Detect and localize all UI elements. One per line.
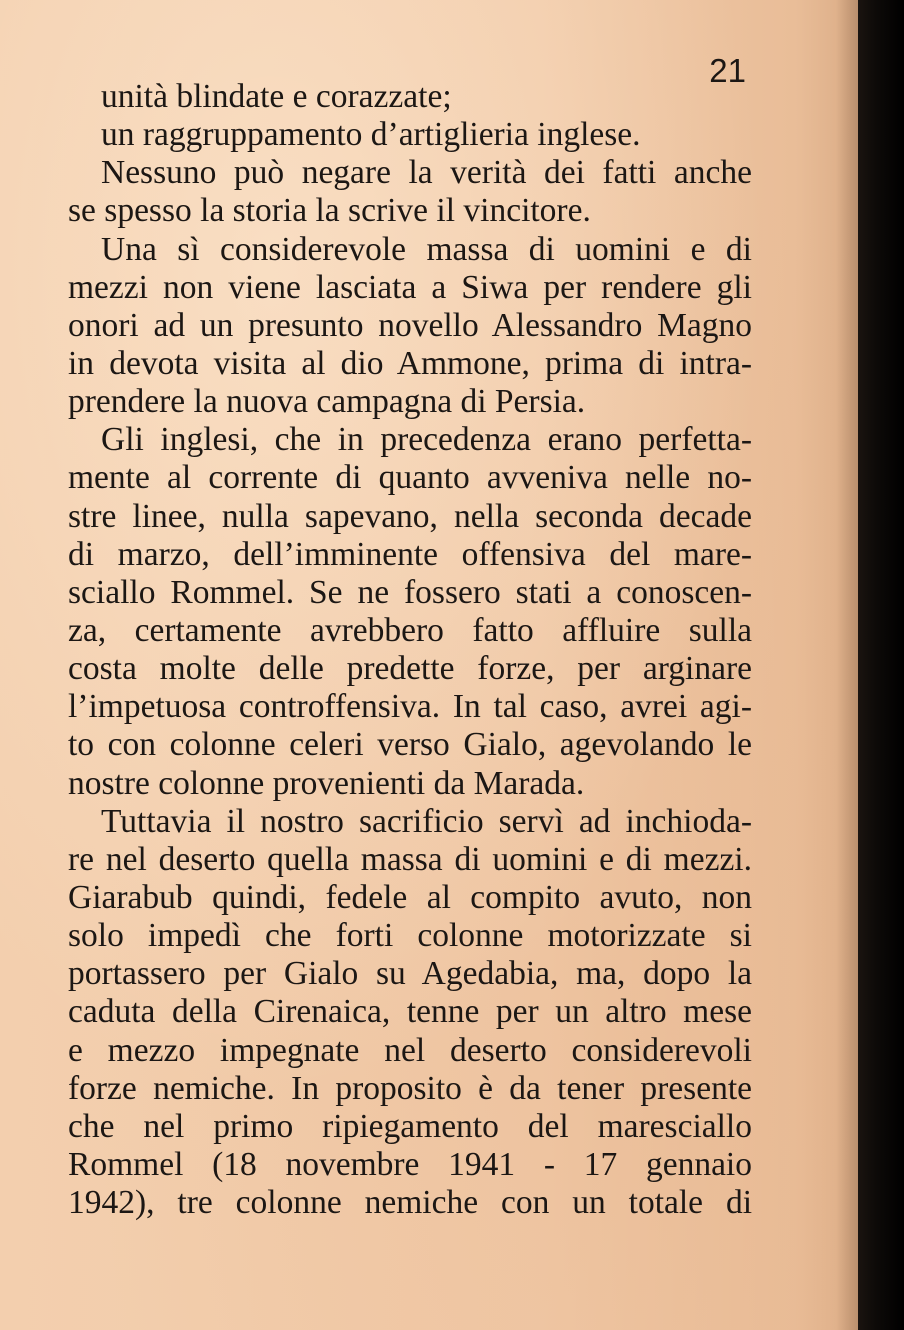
text-line: to con colonne celeri verso Gialo, agevolando le: [68, 726, 752, 764]
text-line: un raggruppamento d’artiglieria inglese.: [101, 116, 641, 154]
text-line: Giarabub quindi, fedele al compito avuto, non: [68, 878, 752, 916]
text-line: Rommel (18 novembre 1941 - 17 gennaio: [68, 1145, 752, 1183]
text-line: in devota visita al dio Ammone, prima di intra-: [68, 344, 752, 382]
text-line: portassero per Gialo su Agedabia, ma, dopo la: [68, 955, 752, 993]
text-line: costa molte delle predette forze, per arginare: [68, 650, 752, 688]
text-line: mezzi non viene lasciata a Siwa per rendere gli: [68, 268, 752, 306]
text-line: che nel primo ripiegamento del maresciallo: [68, 1107, 752, 1145]
text-line: Nessuno può negare la verità dei fatti anche: [101, 154, 752, 192]
text-line: se spesso la storia la scrive il vincitore.: [68, 192, 591, 230]
binding-shadow: [836, 0, 858, 1330]
text-line: re nel deserto quella massa di uomini e di mezzi.: [68, 840, 752, 878]
text-line: caduta della Cirenaica, tenne per un altro mese: [68, 993, 752, 1031]
text-line: za, certamente avrebbero fatto affluire sulla: [68, 611, 752, 649]
text-line: Gli inglesi, che in precedenza erano perfetta-: [101, 421, 752, 459]
body-text: [68, 78, 752, 1222]
text-line: stre linee, nulla sapevano, nella seconda decade: [68, 497, 752, 535]
text-line: mente al corrente di quanto avveniva nelle no-: [68, 459, 752, 497]
book-binding-edge: [858, 0, 904, 1330]
text-line: l’impetuosa controffensiva. In tal caso, avrei agi-: [68, 688, 752, 726]
text-line: unità blindate e corazzate;: [101, 78, 452, 115]
text-line: solo impedì che forti colonne motorizzate si: [68, 917, 752, 955]
text-line: 1942), tre colonne nemiche con un totale di: [68, 1184, 752, 1222]
text-line: onori ad un presunto novello Alessandro Magno: [68, 306, 752, 344]
text-line: nostre colonne provenienti da Marada.: [68, 764, 585, 802]
text-line: forze nemiche. In proposito è da tener presente: [68, 1069, 752, 1107]
text-line: e mezzo impegnate nel deserto considerevoli: [68, 1031, 752, 1069]
text-line: di marzo, dell’imminente offensiva del mare-: [68, 535, 752, 573]
text-line: sciallo Rommel. Se ne fossero stati a conoscen-: [68, 573, 752, 611]
text-line: Una sì considerevole massa di uomini e di: [101, 230, 752, 268]
text-line: Tuttavia il nostro sacrificio servì ad inchioda-: [101, 802, 752, 840]
text-line: prendere la nuova campagna di Persia.: [68, 383, 586, 421]
page-number: 21: [709, 52, 746, 89]
